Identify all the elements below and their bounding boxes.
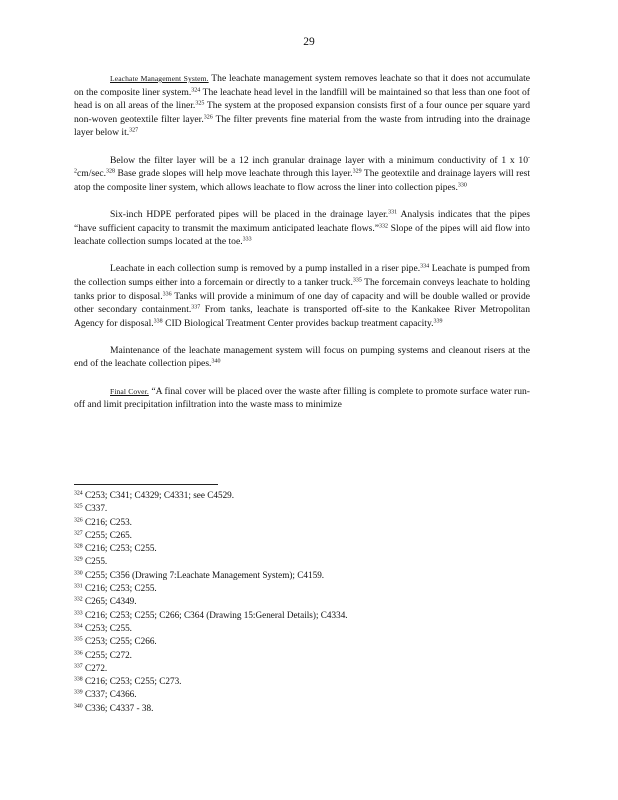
section-heading: Leachate Management System.: [110, 74, 209, 83]
footnote-text: C216; C253; C255; C273.: [85, 676, 182, 687]
footnote-number: 327: [74, 530, 83, 537]
footnote: [74, 688, 530, 701]
paragraph-text: Analysis indicates that the pipes “have sufficient capacity to transmit the maximum anticipated leachate flows.”: [74, 208, 530, 234]
footnote-number: 338: [74, 676, 83, 683]
footnote: [74, 569, 530, 582]
footnote-number: 324: [74, 490, 83, 497]
footnote-divider: [74, 484, 218, 485]
body-text: [74, 72, 530, 425]
footnote-number: 339: [74, 689, 83, 696]
paragraph-text: The geotextile and drainage layers will rest atop the composite liner system, which allows leachate to flow across the liner into collection pipes.: [74, 168, 530, 193]
paragraph-text: Tanks will provide a minimum of one day of capacity and will be double walled or provide other secondary containment.: [74, 290, 531, 316]
footnote-number: 330: [74, 570, 83, 577]
footnote: [74, 542, 530, 555]
footnote-text: C336; C4337 - 38.: [85, 702, 154, 713]
paragraph: [74, 154, 530, 195]
footnote-number: 336: [74, 650, 83, 657]
footnote-marker: 330: [457, 182, 467, 189]
footnote-number: 332: [74, 596, 83, 603]
footnote: [74, 502, 530, 515]
page-number: 29: [303, 36, 315, 48]
footnote-marker: 333: [242, 236, 252, 243]
footnote-text: C253; C341; C4329; C4331; see C4529.: [85, 490, 235, 500]
footnote-marker: 340: [211, 358, 221, 365]
footnote-number: 334: [74, 623, 83, 630]
paragraph-text: The forcemain conveys leachate to holding tanks prior to disposal.: [74, 276, 530, 302]
paragraph: [74, 262, 530, 330]
footnote: [74, 622, 530, 635]
paragraph-text: The leachate head level in the landfill will be maintained so that less than one foot of head is on all areas of the liner.: [74, 86, 530, 112]
footnote-text: C255; C272.: [85, 649, 132, 660]
paragraph-text: Maintenance of the leachate management system will focus on pumping systems and cleanout risers at the end of the leachate collection pipes.: [74, 344, 530, 370]
footnote-marker: 338: [153, 318, 163, 325]
paragraph-text: Slope of the pipes will aid flow into leachate collection sumps located at the toe.: [74, 222, 530, 248]
footnote-number: 328: [74, 543, 83, 550]
footnote-text: C253; C255.: [85, 622, 132, 633]
footnote-number: 337: [74, 663, 83, 670]
footnote-marker: 331: [388, 209, 398, 216]
paragraph-text: From tanks, leachate is transported off-site to the Kankakee River Metropolitan Agency for disposal.: [74, 304, 530, 329]
footnote-text: C253; C255; C266.: [85, 636, 157, 647]
footnote-marker: 334: [420, 263, 430, 270]
footnote-marker: 336: [162, 291, 172, 297]
paragraph: [74, 344, 530, 371]
footnote-text: C216; C253; C255.: [85, 583, 157, 594]
footnote-text: C255; C265.: [85, 529, 132, 540]
footnote-number: 329: [74, 556, 83, 563]
footnote-marker: 332: [379, 223, 389, 230]
footnote-text: C216; C253; C255.: [85, 543, 157, 554]
paragraph-text: Base grade slopes will help move leachate through this layer.: [115, 168, 353, 180]
paragraph: [74, 72, 530, 140]
footnote: [74, 662, 530, 675]
paragraph-text: The system at the proposed expansion consists first of a four ounce per square yard non-woven geotextile filter layer.: [74, 100, 530, 125]
footnote-text: C255; C356 (Drawing 7:Leachate Management System); C4159.: [85, 569, 325, 580]
footnote: [74, 582, 530, 595]
footnote-marker: 337: [191, 304, 201, 311]
footnote-text: C337.: [85, 503, 108, 514]
footnote-marker: 329: [352, 168, 362, 175]
footnote-marker: 327: [129, 127, 139, 134]
footnote: [74, 555, 530, 568]
footnote: [74, 649, 530, 662]
footnote-text: C216; C253.: [85, 516, 132, 527]
footnote: [74, 675, 530, 688]
paragraph-text: cm/sec.: [77, 168, 107, 180]
footnote-marker: -2: [74, 155, 530, 175]
footnote: [74, 635, 530, 648]
footnote-text: C272.: [85, 662, 108, 673]
paragraph-text: The filter prevents fine material from the waste from intruding into the drainage layer below it.: [74, 113, 530, 139]
footnote-text: C265; C4349.: [85, 596, 137, 607]
footnote-number: 340: [74, 703, 83, 710]
footnote-marker: 324: [191, 87, 201, 94]
paragraph: [74, 385, 530, 412]
paragraph: [74, 208, 530, 249]
footnote-marker: 335: [352, 277, 362, 284]
footnote: [74, 516, 530, 529]
footnote: [74, 595, 530, 608]
paragraph-text: Six-inch HDPE perforated pipes will be placed in the drainage layer.: [110, 208, 389, 220]
footnotes: [74, 489, 530, 715]
footnote: [74, 489, 530, 502]
footnote-marker: 325: [195, 100, 205, 107]
footnote: [74, 529, 530, 542]
footnote-number: 331: [74, 583, 83, 590]
footnote-number: 333: [74, 610, 83, 617]
paragraph-text: Below the filter layer will be a 12 inch granular drainage layer with a minimum conductivity of 1 x 10: [110, 154, 528, 166]
footnote-marker: 328: [106, 168, 116, 175]
footnote-text: C337; C4366.: [85, 689, 137, 700]
paragraph-text: “A final cover will be placed over the waste after filling is complete to promote surface water run-off and limit precipitation infiltration into the waste mass to minimize: [74, 385, 531, 411]
footnote: [74, 702, 530, 715]
section-heading: Final Cover.: [110, 386, 149, 396]
paragraph-text: Leachate in each collection sump is removed by a pump installed in a riser pipe.: [110, 263, 421, 275]
footnote-text: C255.: [85, 556, 108, 567]
footnote-marker: 326: [203, 114, 213, 121]
paragraph-text: CID Biological Treatment Center provides backup treatment capacity.: [162, 317, 434, 329]
footnote: [74, 609, 530, 622]
footnote-marker: 339: [433, 318, 443, 325]
paragraph-text: Leachate is pumped from the collection sumps either into a forcemain or directly to a tanker truck.: [74, 263, 530, 288]
footnote-number: 325: [74, 503, 83, 510]
footnote-text: C216; C253; C255; C266; C364 (Drawing 15:General Details); C4334.: [85, 609, 348, 620]
paragraph-text: The leachate management system removes leachate so that it does not accumulate on the composite liner system.: [74, 73, 530, 98]
footnote-number: 326: [74, 517, 83, 524]
footnote-number: 335: [74, 636, 83, 643]
